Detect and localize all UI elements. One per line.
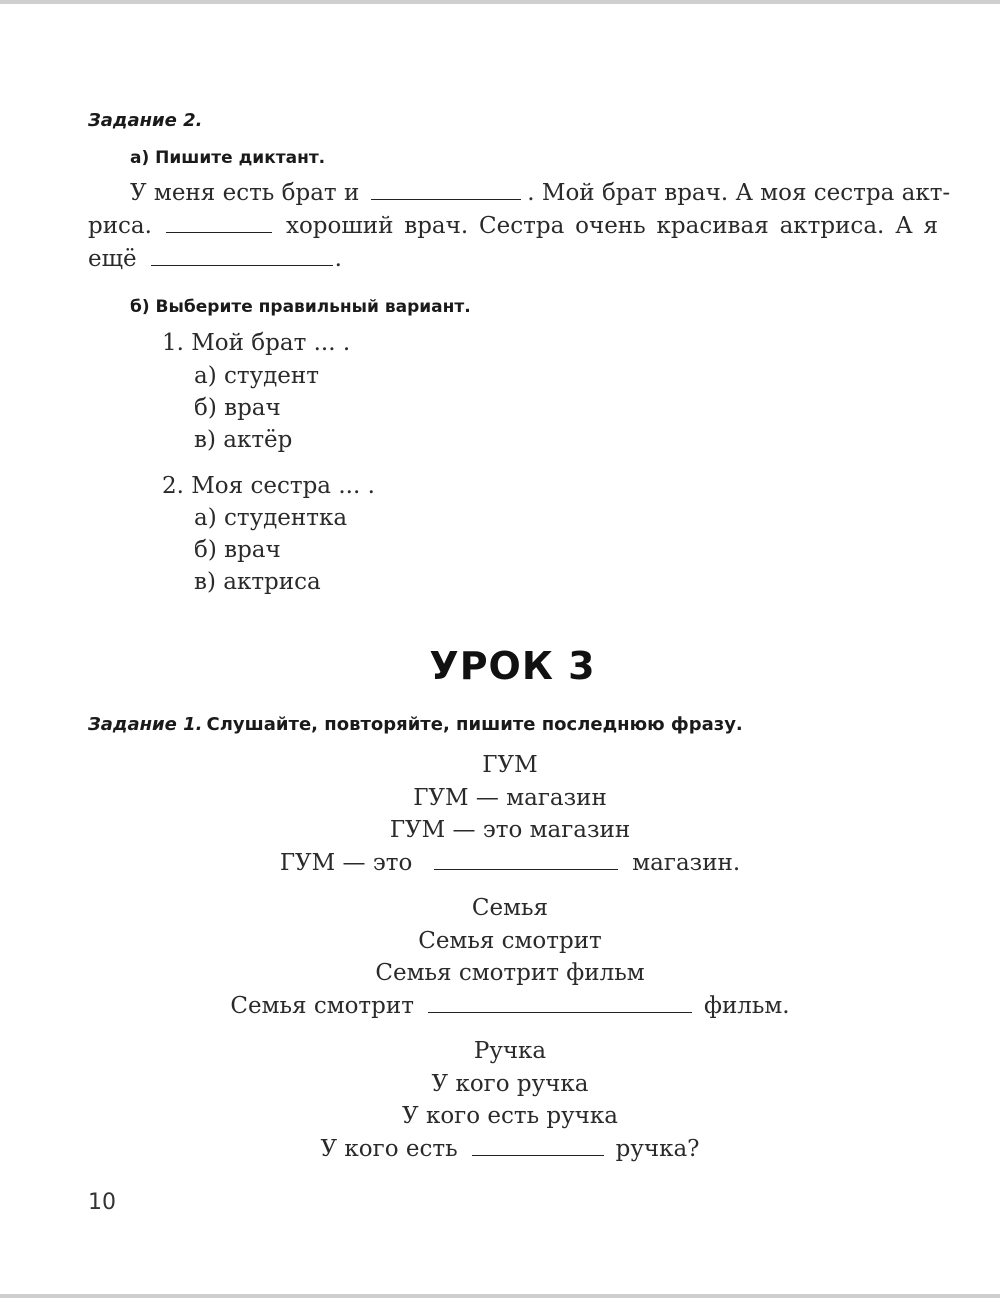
task1-instruction: Слушайте, повторяйте, пишите последнюю фразу. bbox=[206, 714, 743, 735]
dictation-line-2-end: хороший врач. Сестра очень красивая актриса. А я bbox=[285, 213, 938, 239]
phrase-start: У кого есть bbox=[320, 1136, 458, 1162]
dictation-line-3-end: . bbox=[334, 246, 342, 272]
dictation-line-1 bbox=[130, 180, 950, 206]
dictation-line-1-end: . Мой брат врач. А моя сестра акт- bbox=[527, 180, 951, 206]
task1-heading bbox=[88, 714, 743, 735]
phrase-line: Семья смотрит bbox=[418, 928, 602, 954]
blank-field[interactable] bbox=[428, 1011, 692, 1013]
phrase-line: ГУМ — магазин bbox=[413, 785, 607, 811]
blank-field[interactable] bbox=[434, 868, 618, 870]
question-2: 2. Моя сестра ... . bbox=[162, 473, 375, 499]
phrase-line: Семья смотрит фильм bbox=[375, 960, 645, 986]
phrase-line: ГУМ — это магазин bbox=[389, 817, 631, 843]
blank-field[interactable] bbox=[151, 264, 333, 266]
blank-field[interactable] bbox=[472, 1154, 604, 1156]
phrase-end: ручка? bbox=[615, 1136, 700, 1162]
question-2-option-c[interactable]: в) актриса bbox=[194, 569, 321, 595]
page-number: 10 bbox=[88, 1190, 116, 1215]
dictation-line-2-start: риса. bbox=[88, 213, 152, 239]
task2-title: Задание 2. bbox=[88, 110, 203, 131]
page-top-border bbox=[0, 0, 1000, 4]
blank-field[interactable] bbox=[371, 198, 521, 200]
question-2-option-b[interactable]: б) врач bbox=[194, 537, 281, 563]
phrase-line: Ручка bbox=[473, 1038, 547, 1064]
phrase-line: ГУМ bbox=[482, 752, 538, 778]
lesson-title: УРОК 3 bbox=[429, 644, 596, 688]
phrase-start: Семья смотрит bbox=[230, 993, 414, 1019]
question-1: 1. Мой брат ... . bbox=[162, 330, 351, 356]
phrase-line: У кого ручка bbox=[431, 1071, 589, 1097]
task2-part-b-label: б) Выберите правильный вариант. bbox=[130, 297, 471, 317]
phrase-line-with-blank bbox=[0, 993, 1000, 1019]
phrase-line: Семья bbox=[471, 895, 549, 921]
phrase-end: фильм. bbox=[703, 993, 790, 1019]
dictation-line-2 bbox=[88, 213, 938, 239]
phrase-start: ГУМ — это bbox=[279, 850, 413, 876]
dictation-line-3-start: ещё bbox=[88, 246, 137, 272]
dictation-line-3 bbox=[88, 246, 342, 272]
phrase-line-with-blank bbox=[0, 1136, 1000, 1162]
question-2-option-a[interactable]: а) студентка bbox=[194, 505, 348, 531]
blank-field[interactable] bbox=[166, 231, 272, 233]
question-1-option-c[interactable]: в) актёр bbox=[194, 427, 293, 453]
task1-label: Задание 1. bbox=[88, 714, 203, 735]
phrase-end: магазин. bbox=[632, 850, 741, 876]
page-bottom-border bbox=[0, 1294, 1000, 1298]
phrase-line: У кого есть ручка bbox=[402, 1103, 618, 1129]
question-1-option-b[interactable]: б) врач bbox=[194, 395, 281, 421]
phrase-line-with-blank bbox=[0, 850, 1000, 876]
question-1-option-a[interactable]: а) студент bbox=[194, 363, 319, 389]
dictation-line-1-start: У меня есть брат и bbox=[130, 180, 360, 206]
task2-part-a-label: а) Пишите диктант. bbox=[130, 148, 326, 168]
